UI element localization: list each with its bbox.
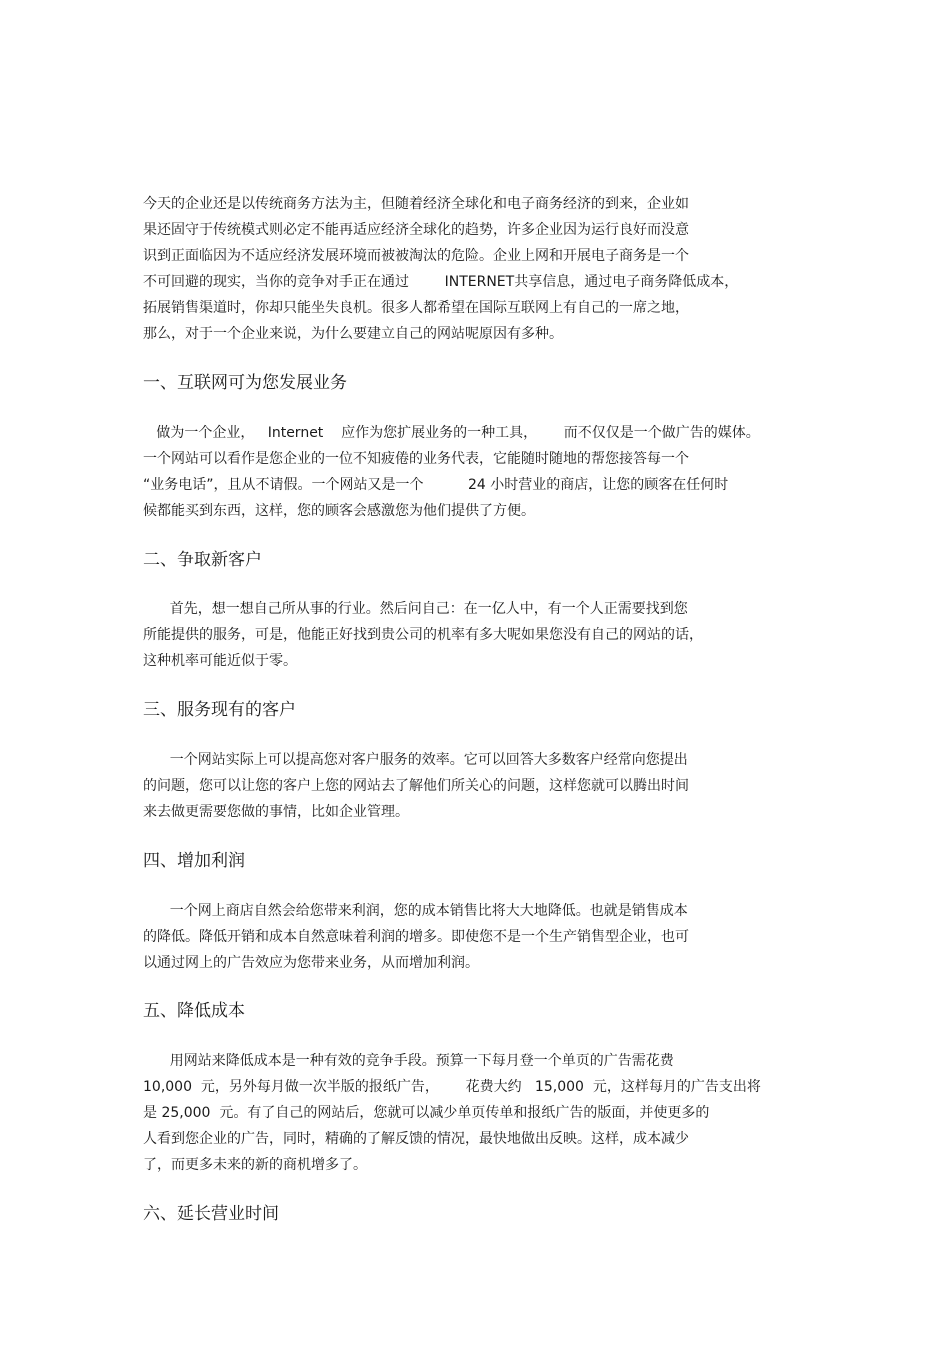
section-heading: 二、争取新客户 [143, 550, 262, 570]
section-heading: 五、降低成本 [143, 1001, 245, 1021]
intro-line: 拓展销售渠道时，你却只能坐失良机。很多人都希望在国际互联网上有自己的一席之地， [143, 300, 689, 316]
intro-line: 果还固守于传统模式则必定不能再适应经济全球化的趋势，许多企业因为运行良好而没意 [143, 222, 689, 238]
paragraph-line: 一个网站实际上可以提高您对客户服务的效率。它可以回答大多数客户经常向您提出 [143, 752, 688, 768]
paragraph-line: 的降低。降低开销和成本自然意味着利润的增多。即使您不是一个生产销售型企业，也可 [143, 929, 689, 945]
intro-line: 不可回避的现实，当你的竞争对手正在通过 INTERNET共享信息，通过电子商务降低成本， [143, 274, 739, 290]
section-heading: 三、服务现有的客户 [143, 700, 296, 720]
paragraph-line: 的问题，您可以让您的客户上您的网站去了解他们所关心的问题，这样您就可以腾出时间 [143, 778, 689, 794]
paragraph-line: 候都能买到东西，这样，您的顾客会感激您为他们提供了方便。 [143, 503, 535, 519]
paragraph-line: 了，而更多未来的新的商机增多了。 [143, 1157, 367, 1173]
paragraph-line: 来去做更需要您做的事情，比如企业管理。 [143, 804, 409, 820]
paragraph-line: 一个网站可以看作是您企业的一位不知疲倦的业务代表，它能随时随地的帮您接答每一个 [143, 451, 689, 467]
intro-line: 那么，对于一个企业来说，为什么要建立自己的网站呢原因有多种。 [143, 326, 563, 342]
intro-line: 今天的企业还是以传统商务方法为主，但随着经济全球化和电子商务经济的到来，企业如 [143, 196, 689, 212]
section-heading: 一、互联网可为您发展业务 [143, 373, 347, 393]
paragraph-line: 做为一个企业， Internet 应作为您扩展业务的一种工具， 而不仅仅是一个做广告的媒体。 [143, 425, 760, 441]
paragraph-line: 用网站来降低成本是一种有效的竞争手段。预算一下每月登一个单页的广告需花费 [143, 1053, 674, 1069]
paragraph-line: 一个网上商店自然会给您带来利润，您的成本销售比将大大地降低。也就是销售成本 [143, 903, 688, 919]
paragraph-line: 人看到您企业的广告，同时，精确的了解反馈的情况，最快地做出反映。这样，成本减少 [143, 1131, 689, 1147]
paragraph-line: 所能提供的服务，可是，他能正好找到贵公司的机率有多大呢如果您没有自己的网站的话， [143, 627, 703, 643]
paragraph-line: 是 25,000 元。有了自己的网站后，您就可以减少单页传单和报纸广告的版面，并使更多的 [143, 1105, 710, 1121]
section-heading: 四、增加利润 [143, 851, 245, 871]
paragraph-line: 10,000 元，另外每月做一次半版的报纸广告， 花费大约 15,000 元，这样每月的广告支出将 [143, 1079, 761, 1095]
section-heading: 六、延长营业时间 [143, 1204, 279, 1224]
paragraph-line: “业务电话”，且从不请假。一个网站又是一个 24 小时营业的商店，让您的顾客在任何时 [143, 477, 729, 493]
paragraph-line: 以通过网上的广告效应为您带来业务，从而增加利润。 [143, 955, 479, 971]
paragraph-line: 这种机率可能近似于零。 [143, 653, 297, 669]
intro-line: 识到正面临因为不适应经济发展环境而被被淘汰的危险。企业上网和开展电子商务是一个 [143, 248, 689, 264]
paragraph-line: 首先，想一想自己所从事的行业。然后问自己：在一亿人中，有一个人正需要找到您 [143, 601, 688, 617]
